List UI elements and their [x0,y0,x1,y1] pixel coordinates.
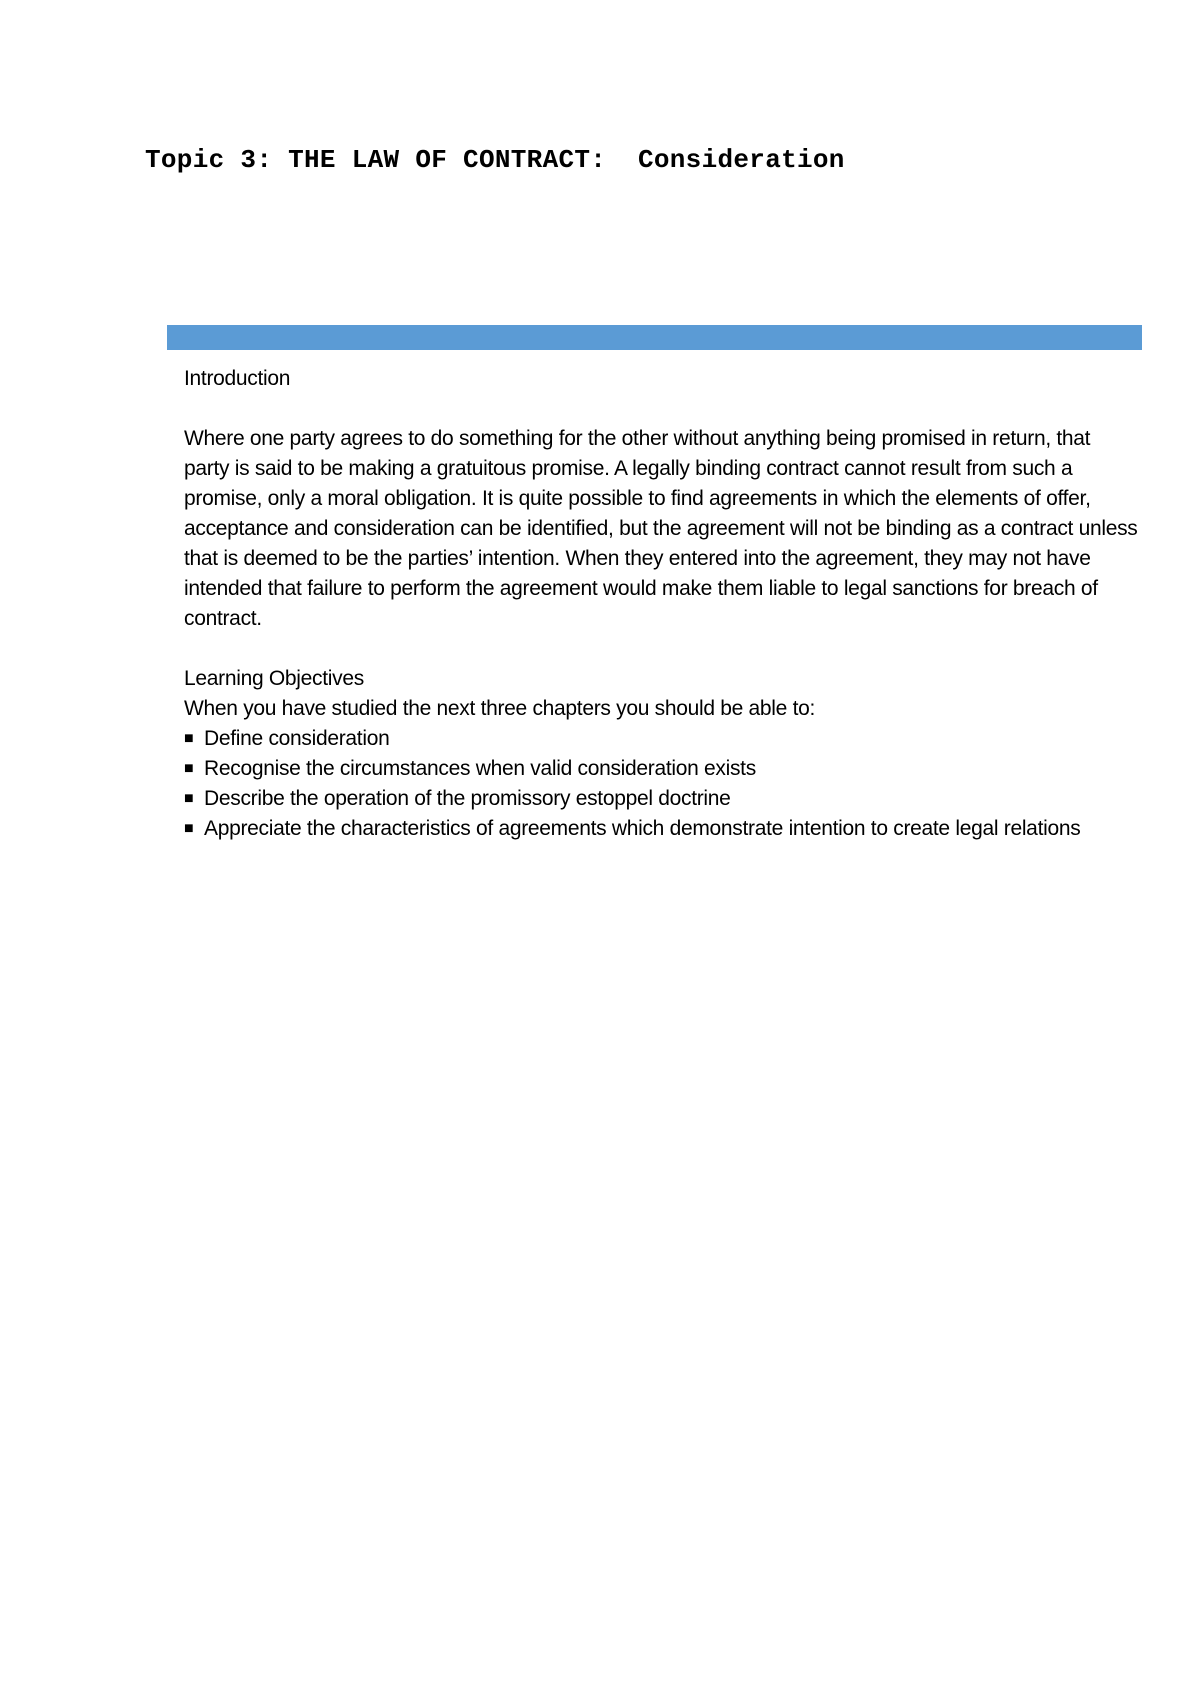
list-item-text: Appreciate the characteristics of agreements which demonstrate intention to create legal relations [204,817,1081,840]
spacer [184,634,1139,664]
content-section [184,364,1139,844]
learning-objectives-intro: When you have studied the next three chapters you should be able to: [184,697,816,720]
square-bullet-icon: ■ [184,730,194,747]
list-item [184,724,1139,754]
list-item [184,814,1139,844]
square-bullet-icon: ■ [184,790,194,807]
introduction-heading: Introduction [184,367,291,390]
learning-objectives-heading: Learning Objectives [184,667,364,690]
page-title: Topic 3: THE LAW OF CONTRACT: Consideration [145,145,845,175]
learning-objectives-list [184,724,1139,844]
spacer [184,394,1139,424]
square-bullet-icon: ■ [184,760,194,777]
introduction-paragraph: Where one party agrees to do something for the other without anything being promised in return, that party is said to be making a gratuitous promise. A legally binding contract cannot result from such a promise, only a moral obligation. It is quite possible to find agreements in which the elements of offer, acceptance and consideration can be identified, but the agreement will not be binding as a contract unless that is deemed to be the parties’ intention. When they entered into the agreement, they may not have intended that failure to perform the agreement would make them liable to legal sanctions for breach of contract. [184,427,1138,630]
list-item-text: Recognise the circumstances when valid consideration exists [204,757,756,780]
list-item-text: Define consideration [204,727,390,750]
section-accent-bar [167,325,1142,350]
list-item [184,784,1139,814]
square-bullet-icon: ■ [184,820,194,837]
list-item [184,754,1139,784]
list-item-text: Describe the operation of the promissory estoppel doctrine [204,787,731,810]
